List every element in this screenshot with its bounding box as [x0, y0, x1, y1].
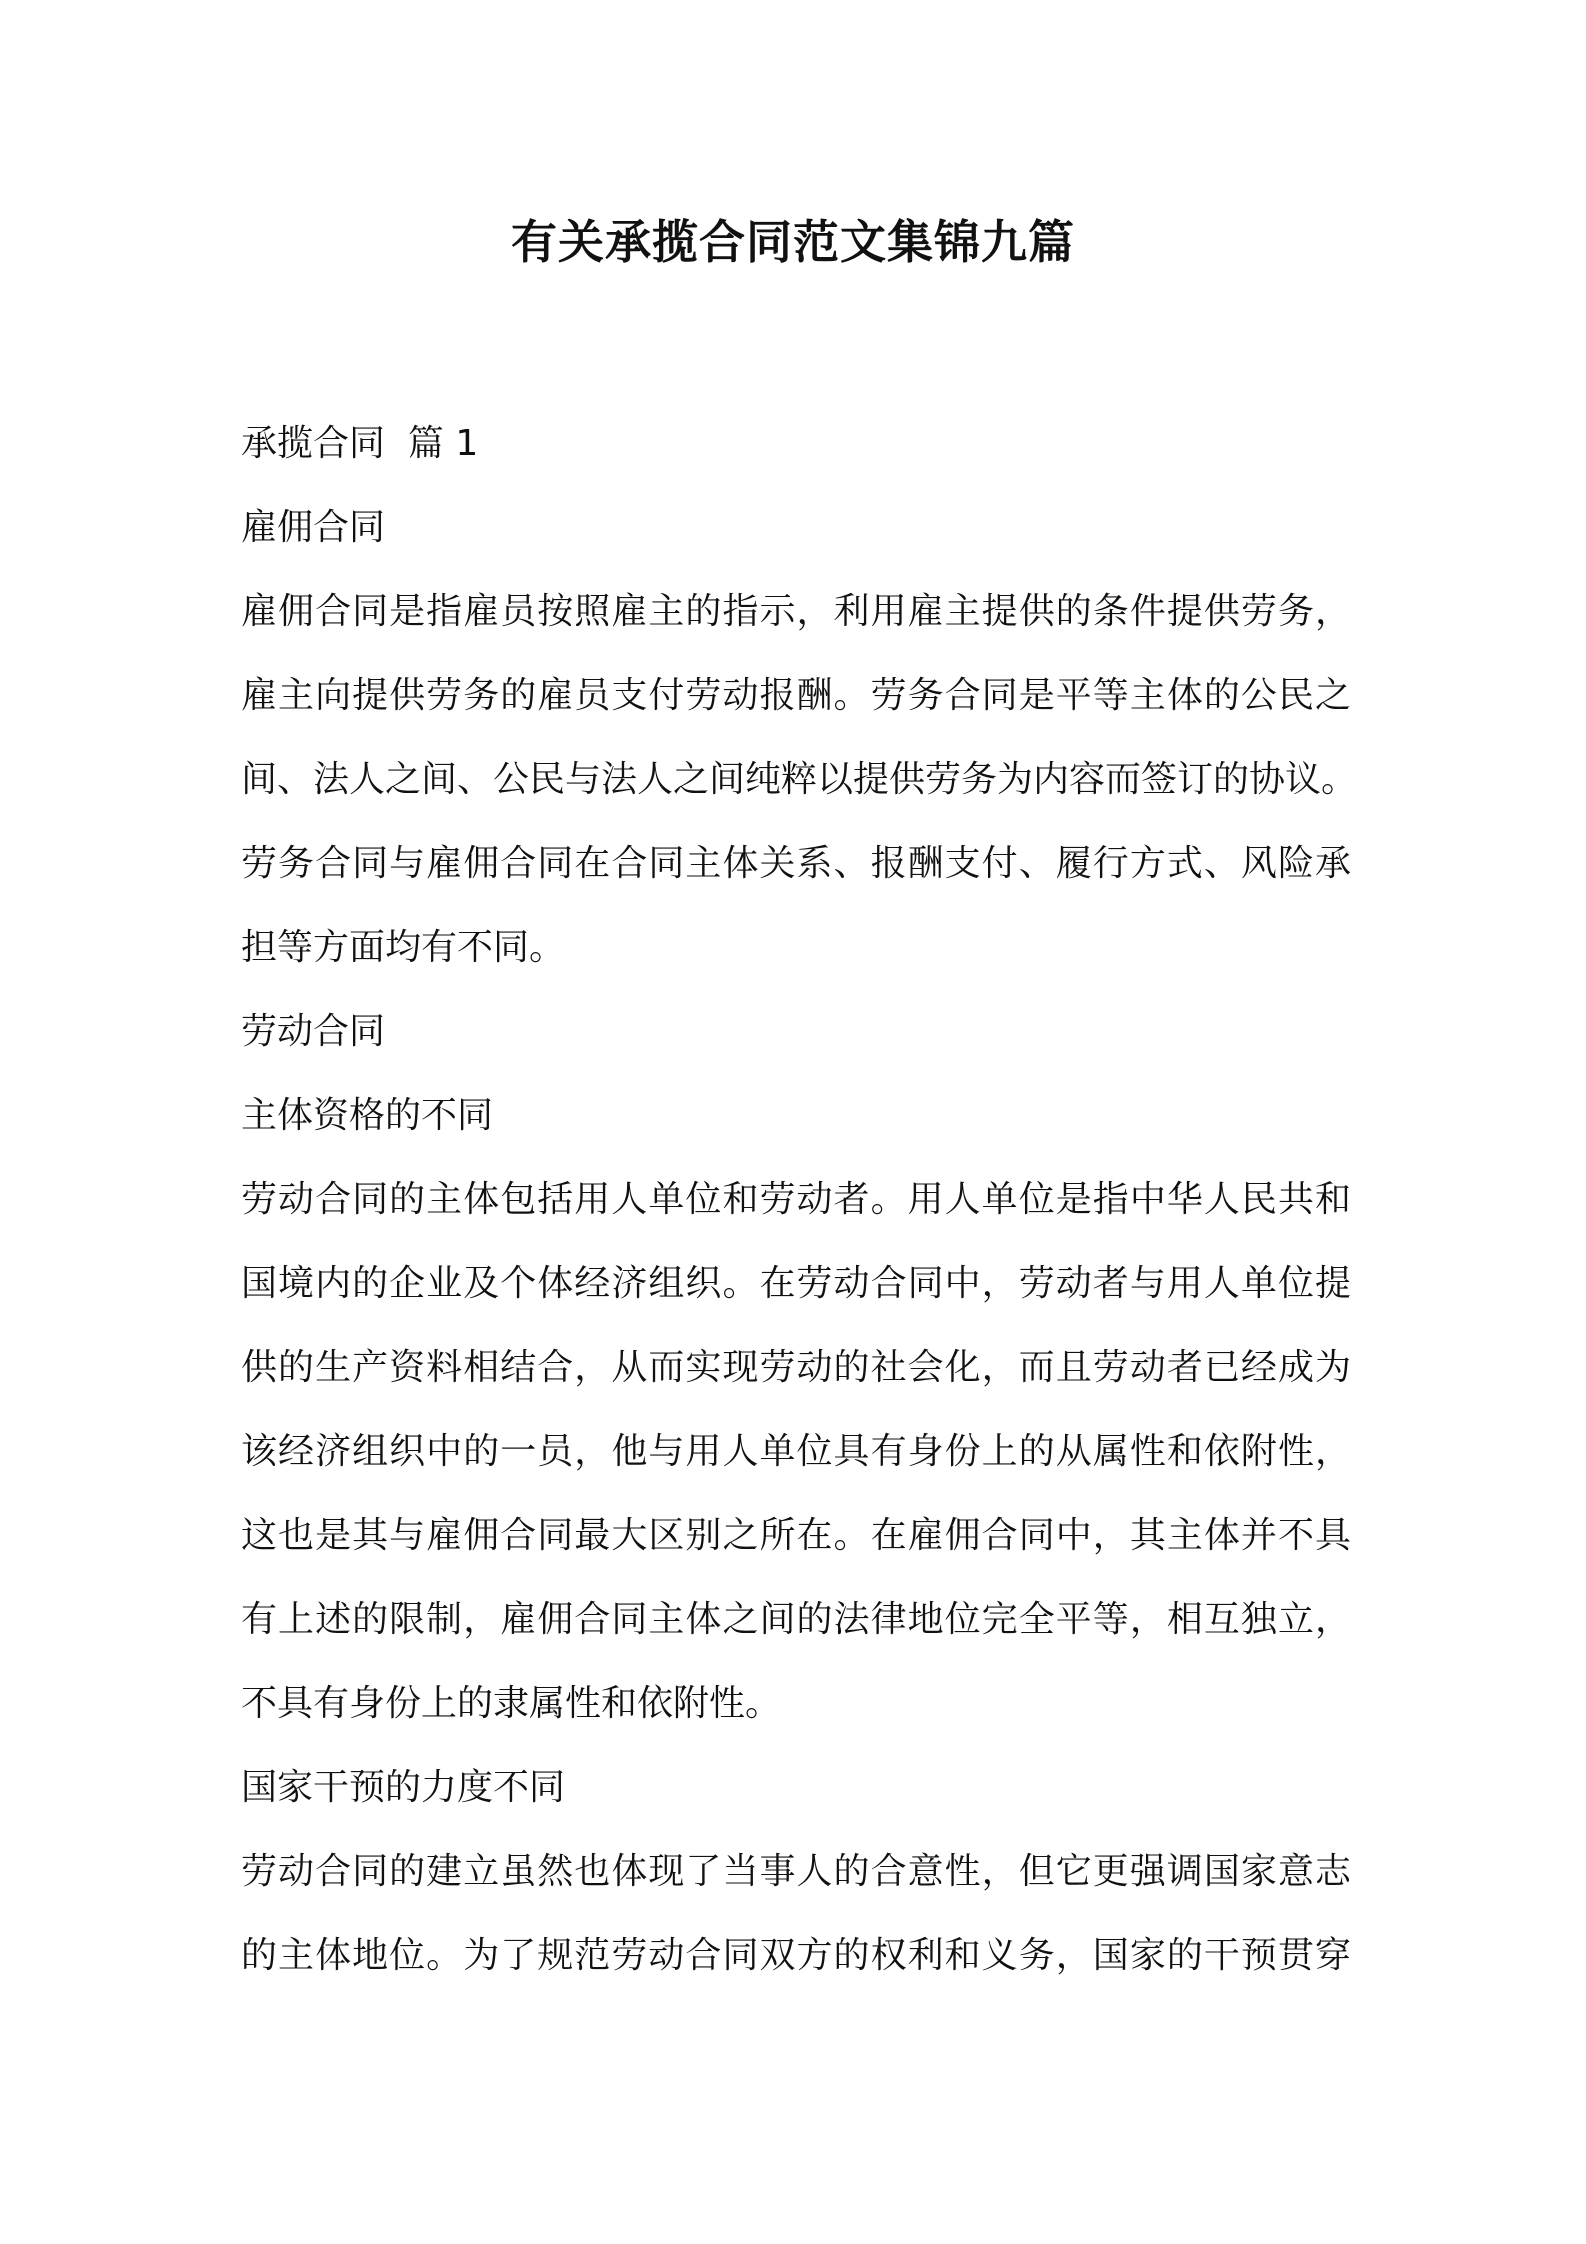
paragraph-line: 劳动合同的建立虽然也体现了当事人的合意性，但它更强调国家意志: [241, 1851, 1351, 1892]
subheading: 雇佣合同: [241, 507, 386, 548]
document-body: [241, 402, 1358, 1998]
paragraph-line: 有上述的限制，雇佣合同主体之间的法律地位完全平等，相互独立，: [241, 1599, 1351, 1640]
paragraph-line: 雇佣合同是指雇员按照雇主的指示，利用雇主提供的条件提供劳务，: [241, 591, 1351, 632]
subheading: 劳动合同: [241, 1011, 386, 1052]
paragraph-line: 国境内的企业及个体经济组织。在劳动合同中，劳动者与用人单位提: [241, 1263, 1351, 1304]
subheading: 主体资格的不同: [241, 1095, 494, 1136]
paragraph-line: 劳动合同的主体包括用人单位和劳动者。用人单位是指中华人民共和: [241, 1179, 1351, 1220]
subheading: 国家干预的力度不同: [241, 1767, 566, 1808]
paragraph-line: 担等方面均有不同。: [241, 927, 566, 968]
document-title: 有关承揽合同范文集锦九篇: [511, 215, 1075, 269]
paragraph-line: 供的生产资料相结合，从而实现劳动的社会化，而且劳动者已经成为: [241, 1347, 1351, 1388]
paragraph-line: 不具有身份上的隶属性和依附性。: [241, 1683, 782, 1724]
paragraph-line: 这也是其与雇佣合同最大区别之所在。在雇佣合同中，其主体并不具: [241, 1515, 1351, 1556]
paragraph-lines: [241, 486, 1358, 1998]
paragraph-line: 的主体地位。为了规范劳动合同双方的权利和义务，国家的干预贯穿: [241, 1935, 1351, 1976]
paragraph-line: 雇主向提供劳务的雇员支付劳动报酬。劳务合同是平等主体的公民之: [241, 675, 1351, 716]
paragraph-line: 该经济组织中的一员，他与用人单位具有身份上的从属性和依附性，: [241, 1431, 1351, 1472]
section-heading: 承揽合同 篇 1: [241, 423, 479, 464]
paragraph-line: 劳务合同与雇佣合同在合同主体关系、报酬支付、履行方式、风险承: [241, 843, 1351, 884]
paragraph-line: 间、法人之间、公民与法人之间纯粹以提供劳务为内容而签订的协议。: [241, 759, 1358, 800]
